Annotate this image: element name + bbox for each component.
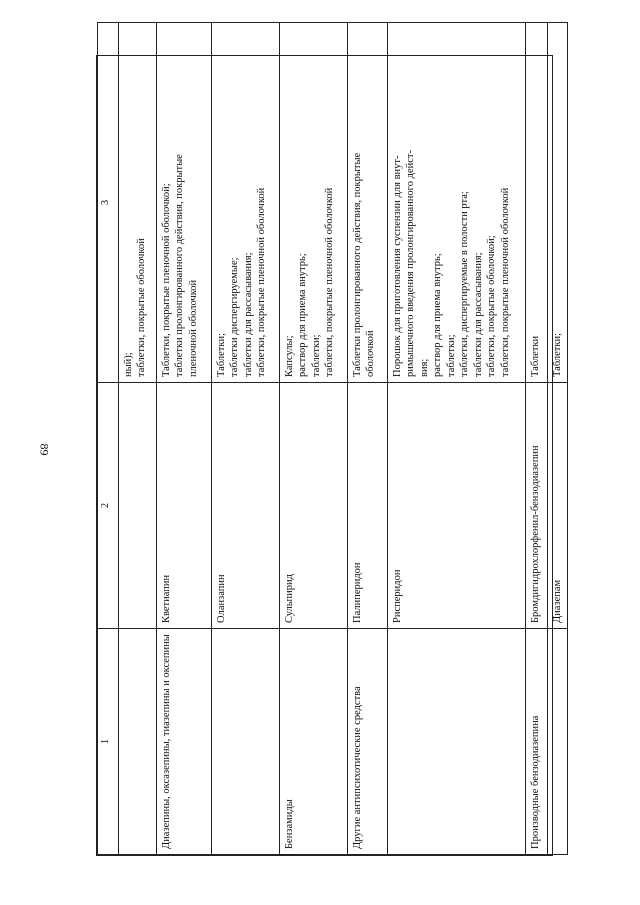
group-cell: Производные бензодиазепина (526, 629, 548, 855)
dosage-forms-cell: Таблетки пролонгированного действия, покрытые оболочкой (348, 23, 388, 383)
dosage-forms-cell: Порошок для приготовления суспензии для внут- римышечного введения пролонгированного дейст- вия; раствор для приема внутрь; таблетки; таблетки, диспергируемые в полости рта; таблетки для рассасывания; таблетки, покрытые оболочкой; таблетки, покрытые пленочной оболочкой (388, 23, 526, 383)
table-row (212, 23, 280, 855)
table-header-row (98, 23, 119, 855)
drug-name-cell: Рисперидон (388, 383, 526, 629)
drug-name-cell: Оланзапин (212, 383, 280, 629)
group-cell (119, 629, 157, 855)
drug-name-cell: Сульпирид (280, 383, 348, 629)
dosage-forms-cell: Капсулы; раствор для приема внутрь; таблетки; таблетки, покрытые пленочной оболочкой (280, 23, 348, 383)
group-cell: Бензамиды (280, 629, 348, 855)
rotated-table-container (97, 56, 563, 855)
table-row (280, 23, 348, 855)
document-table-frame (96, 55, 563, 856)
group-cell (388, 629, 526, 855)
drug-name-cell: Диазепам (548, 383, 568, 629)
dosage-forms-cell: ный); таблетки, покрытые оболочкой (119, 23, 157, 383)
dosage-forms-cell: Таблетки; таблетки диспергируемые; таблетки для рассасывания; таблетки, покрытые пленочной оболочкой (212, 23, 280, 383)
table-row (119, 23, 157, 855)
group-cell (212, 629, 280, 855)
group-cell: Другие антипсихотические средства (348, 629, 388, 855)
column-header-2: 2 (98, 383, 119, 629)
page-number: 89 (37, 443, 52, 456)
table-row (388, 23, 526, 855)
group-cell: Диазепины, оксазепины, тиазепины и оксепины (157, 629, 212, 855)
table-row (548, 23, 568, 855)
table-row (157, 23, 212, 855)
group-cell (548, 629, 568, 855)
drug-name-cell: Палиперидон (348, 383, 388, 629)
column-header-3: 3 (98, 23, 119, 383)
dosage-forms-cell: Таблетки, покрытые пленочной оболочкой; таблетки пролонгированного действия, покрытые пленочной оболочкой (157, 23, 212, 383)
table-row (348, 23, 388, 855)
table-row (526, 23, 548, 855)
dosage-forms-cell: Таблетки (526, 23, 548, 383)
drug-table (97, 22, 568, 855)
drug-name-cell (119, 383, 157, 629)
drug-name-cell: Кветиапин (157, 383, 212, 629)
drug-name-cell: Бромдигидрохлорфенил-бензодиазепин (526, 383, 548, 629)
dosage-forms-cell: Таблетки; (548, 23, 568, 383)
column-header-1: 1 (98, 629, 119, 855)
